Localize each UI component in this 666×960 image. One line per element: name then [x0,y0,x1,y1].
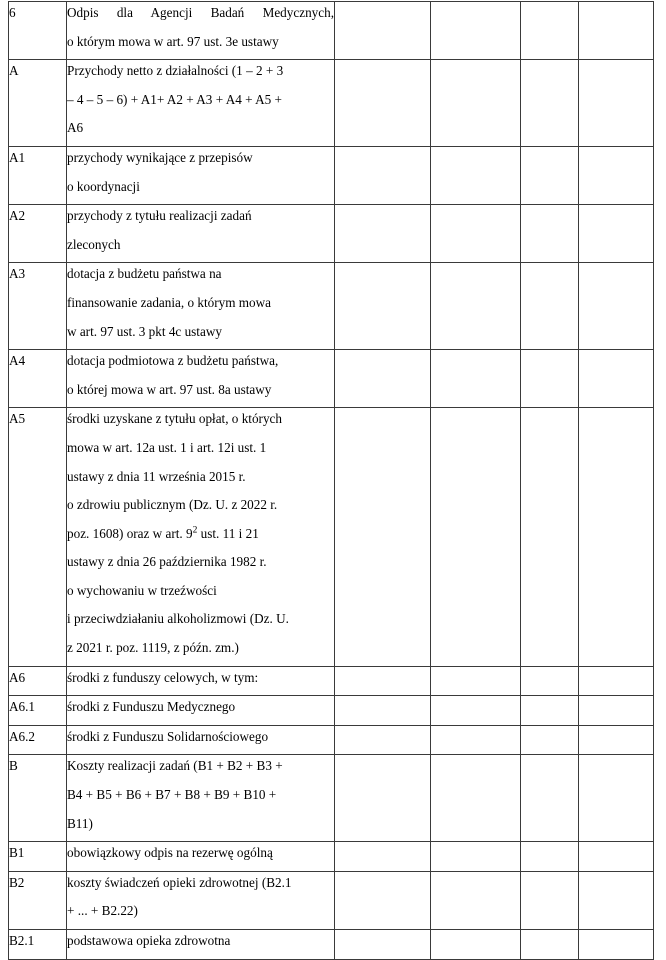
row-code-cell [9,871,67,929]
row-code-label: A1 [9,149,26,165]
value-cell-4[interactable] [579,666,654,696]
row-code-cell [9,205,67,263]
value-cell-1[interactable] [335,205,431,263]
row-description-line: podstawowa opieka zdrowotna [67,933,231,948]
row-description-line: A6 [67,120,84,136]
value-cell-1[interactable] [335,263,431,350]
value-cell-2[interactable] [431,263,521,350]
row-code-label: A [9,63,19,79]
row-description-line: i przeciwdziałaniu alkoholizmowi (Dz. U. [67,611,289,627]
value-cell-1[interactable] [335,696,431,726]
table-row [9,60,654,147]
value-cell-2[interactable] [431,408,521,666]
value-cell-2[interactable] [431,930,521,960]
value-cell-2[interactable] [431,146,521,204]
row-description-line: o zdrowiu publicznym (Dz. U. z 2022 r. [67,497,278,513]
value-cell-4[interactable] [579,696,654,726]
value-cell-3[interactable] [521,725,579,755]
row-code-cell [9,930,67,960]
value-cell-4[interactable] [579,408,654,666]
row-description-line: o koordynacji [67,178,140,194]
row-code-label: B2 [9,874,25,890]
value-cell-1[interactable] [335,146,431,204]
value-cell-1[interactable] [335,930,431,960]
value-cell-1[interactable] [335,842,431,872]
row-code-cell [9,350,67,408]
value-cell-4[interactable] [579,930,654,960]
value-cell-3[interactable] [521,350,579,408]
row-description-cell [67,666,335,696]
table-row [9,263,654,350]
value-cell-3[interactable] [521,408,579,666]
value-cell-3[interactable] [521,60,579,147]
row-description-line: zleconych [67,236,121,252]
row-description-line: B11) [67,815,93,831]
row-description-line: mowa w art. 12a ust. 1 i art. 12i ust. 1 [67,439,267,455]
value-cell-2[interactable] [431,350,521,408]
row-code-cell [9,725,67,755]
value-cell-2[interactable] [431,871,521,929]
value-cell-4[interactable] [579,842,654,872]
row-description-cell [67,871,335,929]
row-code-cell [9,60,67,147]
table-row [9,696,654,726]
table-row [9,871,654,929]
row-description-cell [67,725,335,755]
row-description-cell [67,205,335,263]
row-description-line: o którym mowa w art. 97 ust. 3e ustawy [67,33,279,49]
row-code-cell [9,666,67,696]
table-row [9,2,654,60]
value-cell-4[interactable] [579,2,654,60]
row-description-line: B4 + B5 + B6 + B7 + B8 + B9 + B10 + [67,787,277,803]
row-description-line: ustawy z dnia 26 października 1982 r. [67,554,267,570]
row-code-cell [9,696,67,726]
value-cell-4[interactable] [579,263,654,350]
row-description-cell [67,930,335,960]
value-cell-4[interactable] [579,205,654,263]
row-description-line: + ... + B2.22) [67,903,138,919]
table-row [9,755,654,842]
row-code-label: B2.1 [9,933,35,948]
row-description-line: przychody z tytułu realizacji zadań [67,208,252,224]
row-code-label: A3 [9,266,26,282]
value-cell-3[interactable] [521,696,579,726]
superscript-number: 2 [192,525,198,536]
value-cell-4[interactable] [579,350,654,408]
table-row [9,725,654,755]
row-code-label: A2 [9,208,26,224]
row-code-label: 6 [9,5,16,20]
row-description-line: o wychowaniu w trzeźwości [67,582,217,598]
row-description-line: przychody wynikające z przepisów [67,149,253,165]
table-row [9,842,654,872]
row-description-line: Przychody netto z działalności (1 – 2 + 3 [67,63,284,79]
value-cell-1[interactable] [335,871,431,929]
row-description-line: środki uzyskane z tytułu opłat, o których [67,411,282,427]
value-cell-2[interactable] [431,2,521,60]
row-code-cell [9,2,67,60]
value-cell-1[interactable] [335,2,431,60]
row-code-label: A6.1 [9,699,36,715]
value-cell-2[interactable] [431,60,521,147]
row-code-label: A5 [9,411,26,427]
row-description-line: Odpis dla Agencji Badań Medycznych, [67,5,334,20]
row-description-line: dotacja podmiotowa z budżetu państwa, [67,353,279,369]
row-description-line: środki z funduszy celowych, w tym: [67,669,259,685]
row-description-line: o której mowa w art. 97 ust. 8a ustawy [67,381,272,397]
value-cell-2[interactable] [431,725,521,755]
row-code-cell [9,842,67,872]
value-cell-3[interactable] [521,842,579,872]
value-cell-3[interactable] [521,2,579,60]
row-code-cell [9,146,67,204]
value-cell-2[interactable] [431,842,521,872]
row-description-cell [67,755,335,842]
row-code-label: A6.2 [9,728,36,744]
row-description-line: środki z Funduszu Medycznego [67,699,236,715]
row-description-line: koszty świadczeń opieki zdrowotnej (B2.1 [67,874,292,890]
table-row [9,205,654,263]
value-cell-3[interactable] [521,666,579,696]
row-description-line: poz. 1608) oraz w art. $9^2$ ust. 11 i 21 [67,525,259,541]
value-cell-1[interactable] [335,350,431,408]
table-row [9,350,654,408]
row-description-cell [67,350,335,408]
row-description-cell [67,408,335,666]
row-description-cell [67,60,335,147]
value-cell-4[interactable] [579,146,654,204]
row-code-cell [9,408,67,666]
value-cell-3[interactable] [521,930,579,960]
table-row [9,146,654,204]
value-cell-3[interactable] [521,263,579,350]
table-body [9,2,654,960]
value-cell-1[interactable] [335,60,431,147]
row-description-line: środki z Funduszu Solidarnościowego [67,728,269,744]
row-code-label: A6 [9,669,26,685]
row-code-label: B [9,758,18,774]
table-row [9,666,654,696]
value-cell-2[interactable] [431,696,521,726]
row-description-line: – 4 – 5 – 6) + A1+ A2 + A3 + A4 + A5 + [67,91,282,107]
row-description-cell [67,2,335,60]
value-cell-4[interactable] [579,755,654,842]
row-description-line: ustawy z dnia 11 września 2015 r. [67,468,246,484]
value-cell-2[interactable] [431,755,521,842]
value-cell-2[interactable] [431,205,521,263]
value-cell-3[interactable] [521,146,579,204]
financial-plan-table [8,1,654,960]
value-cell-2[interactable] [431,666,521,696]
value-cell-3[interactable] [521,871,579,929]
row-description-line: w art. 97 ust. 3 pkt 4c ustawy [67,323,222,339]
value-cell-4[interactable] [579,871,654,929]
row-description-cell [67,842,335,872]
row-description-cell [67,263,335,350]
table-row [9,408,654,666]
row-description-line: z 2021 r. poz. 1119, z późn. zm.) [67,640,239,656]
value-cell-4[interactable] [579,60,654,147]
value-cell-3[interactable] [521,205,579,263]
row-code-cell [9,755,67,842]
row-description-line: dotacja z budżetu państwa na [67,266,222,282]
value-cell-1[interactable] [335,666,431,696]
row-code-label: A4 [9,353,26,369]
row-code-label: B1 [9,845,25,861]
value-cell-1[interactable] [335,725,431,755]
row-description-line: obowiązkowy odpis na rezerwę ogólną [67,845,273,861]
table-row [9,930,654,960]
row-description-line: finansowanie zadania, o którym mowa [67,294,271,310]
value-cell-3[interactable] [521,755,579,842]
row-code-cell [9,263,67,350]
value-cell-4[interactable] [579,725,654,755]
value-cell-1[interactable] [335,755,431,842]
row-description-line: Koszty realizacji zadań (B1 + B2 + B3 + [67,758,283,774]
row-description-cell [67,146,335,204]
value-cell-1[interactable] [335,408,431,666]
row-description-cell [67,696,335,726]
